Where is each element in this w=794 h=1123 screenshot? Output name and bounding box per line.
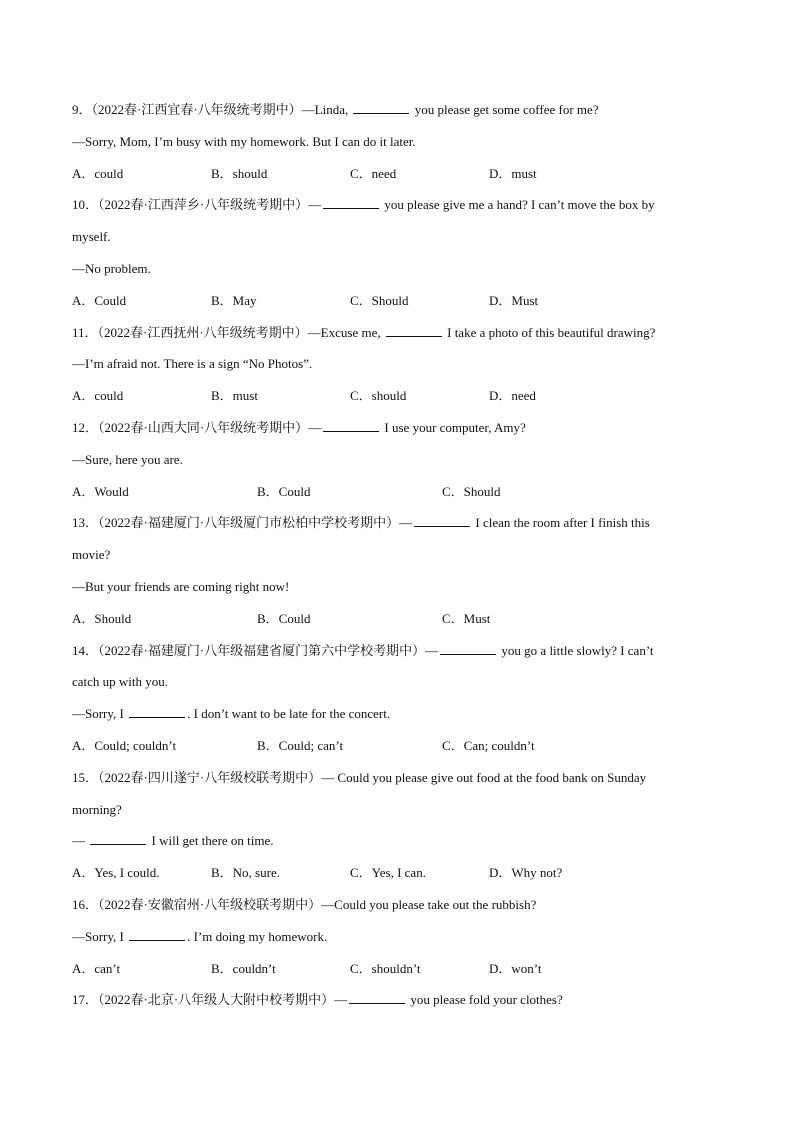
option-c[interactable]: C．Should [350, 292, 409, 308]
question-15-options [72, 857, 696, 889]
question-14-dialog: —Sorry, I . I don’t want to be late for the concert. [72, 706, 391, 722]
question-15-stem-cont: morning? [72, 801, 122, 817]
question-11-options [72, 380, 696, 412]
question-13-options [72, 603, 696, 635]
answer-blank [323, 196, 379, 209]
question-15-stem: 15．（2022春·四川遂宁·八年级校联考期中）— Could you please give out food at the food bank on Sunday [72, 769, 647, 785]
option-b[interactable]: B．Could [257, 610, 311, 626]
option-b[interactable]: B．May [211, 292, 257, 308]
option-c[interactable]: C．need [350, 165, 397, 181]
question-16-options [72, 953, 696, 985]
option-b[interactable]: B．should [211, 165, 268, 181]
option-a[interactable]: A．can’t [72, 960, 121, 976]
option-d[interactable]: D．must [489, 165, 537, 181]
option-d[interactable]: D．Why not? [489, 865, 563, 881]
option-a[interactable]: A．Would [72, 483, 129, 499]
option-b[interactable]: B．Could [257, 483, 311, 499]
option-a[interactable]: A．Yes, I could. [72, 865, 160, 881]
option-b[interactable]: B．Could; can’t [257, 737, 344, 753]
question-9-stem: 9．（2022春·江西宜春·八年级统考期中）—Linda, you please get some coffee for me? [72, 102, 599, 117]
option-b[interactable]: B．No, sure. [211, 865, 280, 881]
option-a[interactable]: A．Should [72, 610, 132, 626]
answer-blank [90, 832, 146, 845]
option-d[interactable]: D．won’t [489, 960, 542, 976]
question-12-dialog: —Sure, here you are. [72, 451, 183, 467]
option-c[interactable]: C．shouldn’t [350, 960, 421, 976]
question-13-stem-cont: movie? [72, 547, 111, 563]
answer-blank [323, 419, 379, 432]
question-10-stem-cont: myself. [72, 229, 111, 245]
question-9-options [72, 158, 696, 190]
answer-blank [414, 514, 470, 527]
question-10-options [72, 285, 696, 317]
question-17-stem: 17．（2022春·北京·八年级人大附中校考期中）— you please fold your clothes? [72, 992, 563, 1008]
option-c[interactable]: C．Can; couldn’t [442, 737, 535, 753]
question-13-dialog: —But your friends are coming right now! [72, 578, 290, 594]
answer-blank [353, 101, 409, 114]
answer-blank [440, 642, 496, 655]
option-a[interactable]: A．Could [72, 292, 127, 308]
option-a[interactable]: A．Could; couldn’t [72, 737, 177, 753]
question-10-dialog: —No problem. [72, 260, 151, 276]
option-b[interactable]: B．must [211, 388, 258, 404]
option-b[interactable]: B．couldn’t [211, 960, 276, 976]
option-d[interactable]: D．need [489, 388, 536, 404]
option-c[interactable]: C．Must [442, 610, 491, 626]
question-9-dialog: —Sorry, Mom, I’m busy with my homework. But I can do it later. [72, 133, 416, 149]
answer-blank [129, 928, 185, 941]
option-a[interactable]: A．could [72, 388, 124, 404]
question-11-stem: 11．（2022春·江西抚州·八年级统考期中）—Excuse me, I take a photo of this beautiful drawing? [72, 324, 656, 340]
option-a[interactable]: A．could [72, 165, 124, 181]
option-c[interactable]: C．Yes, I can. [350, 865, 426, 881]
question-16-stem: 16．（2022春·安徽宿州·八年级校联考期中）—Could you please take out the rubbish? [72, 896, 537, 912]
question-12-options [72, 476, 696, 508]
question-16-dialog: —Sorry, I . I’m doing my homework. [72, 928, 328, 944]
option-c[interactable]: C．Should [442, 483, 501, 499]
question-11-dialog: —I’m afraid not. There is a sign “No Photos”. [72, 356, 313, 372]
question-13-stem: 13．（2022春·福建厦门·八年级厦门市松柏中学校考期中）— I clean the room after I finish this [72, 515, 650, 531]
question-12-stem: 12．（2022春·山西大同·八年级统考期中）— I use your computer, Amy? [72, 419, 526, 435]
question-14-stem-cont: catch up with you. [72, 674, 169, 690]
option-c[interactable]: C．should [350, 388, 407, 404]
question-10-stem: 10．（2022春·江西萍乡·八年级统考期中）— you please give me a hand? I can’t move the box by [72, 197, 655, 213]
answer-blank [386, 324, 442, 337]
question-14-stem: 14．（2022春·福建厦门·八年级福建省厦门第六中学校考期中）— you go a little slowly? I can’t [72, 642, 654, 658]
question-list [72, 94, 696, 1016]
answer-blank [129, 705, 185, 718]
question-15-dialog: — I will get there on time. [72, 833, 274, 849]
answer-blank [349, 991, 405, 1004]
option-d[interactable]: D．Must [489, 292, 539, 308]
question-14-options [72, 730, 696, 762]
